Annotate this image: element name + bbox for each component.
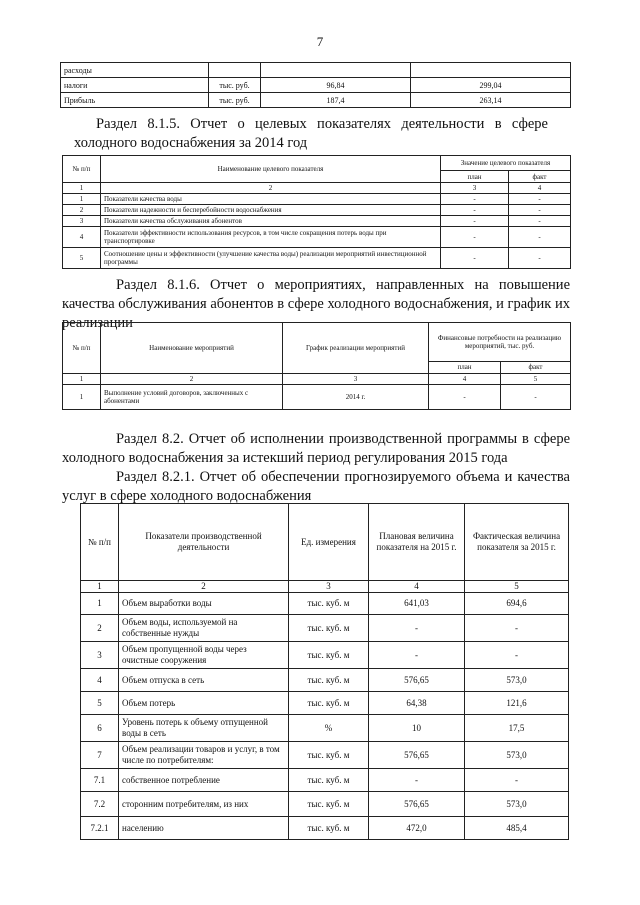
row-name: налоги (61, 78, 209, 93)
col-number: 4 (509, 183, 571, 194)
header-name: Показатели производственной деятельности (119, 504, 289, 581)
row-fact: - (465, 769, 569, 792)
table-header-row (63, 156, 571, 171)
table-row (63, 227, 571, 248)
row-num: 7.1 (81, 769, 119, 792)
row-name: Показатели качества воды (101, 194, 441, 205)
row-name: Выполнение условий договоров, заключенных с абонентами (101, 385, 283, 410)
table-row (63, 216, 571, 227)
row-schedule: 2014 г. (283, 385, 429, 410)
row-num: 3 (63, 216, 101, 227)
row-plan: - (429, 385, 501, 410)
header-unit: Ед. измерения (289, 504, 369, 581)
row-unit: тыс. куб. м (289, 642, 369, 669)
row-unit: тыс. куб. м (289, 817, 369, 840)
row-plan: 641,03 (369, 593, 465, 615)
row-fact: - (465, 642, 569, 669)
header-num: № п/п (63, 323, 101, 374)
row-plan: - (369, 769, 465, 792)
row-name: Объем отпуска в сеть (119, 669, 289, 692)
row-plan: - (369, 642, 465, 669)
row-fact: 573,0 (465, 792, 569, 817)
table-row (81, 792, 569, 817)
row-fact (411, 63, 571, 78)
row-plan: - (369, 615, 465, 642)
row-name: Объем реализации товаров и услуг, в том числе по потребителям: (119, 742, 289, 769)
section-heading-821: Раздел 8.2.1. Отчет об обеспечении прогнозируемого объема и качества услуг в сфере холодного водоснабжения (62, 469, 570, 504)
header-name: Наименование целевого показателя (101, 156, 441, 183)
row-name: Объем воды, используемой на собственные нужды (119, 615, 289, 642)
col-number: 3 (441, 183, 509, 194)
table-row (81, 669, 569, 692)
header-num: № п/п (81, 504, 119, 581)
row-num: 4 (81, 669, 119, 692)
column-numbers-row (63, 183, 571, 194)
row-fact: 121,6 (465, 692, 569, 715)
row-plan: - (441, 227, 509, 248)
row-num: 3 (81, 642, 119, 669)
row-name: населению (119, 817, 289, 840)
column-numbers-row (63, 374, 571, 385)
row-fact: - (465, 615, 569, 642)
row-fact: 694,6 (465, 593, 569, 615)
col-number: 1 (81, 581, 119, 593)
row-num: 1 (63, 385, 101, 410)
top-table (60, 62, 571, 108)
row-name: Прибыль (61, 93, 209, 108)
row-num: 7.2.1 (81, 817, 119, 840)
row-plan: 10 (369, 715, 465, 742)
table-row (61, 63, 571, 78)
col-number: 3 (289, 581, 369, 593)
row-name: Показатели надежности и бесперебойности водоснабжения (101, 205, 441, 216)
row-unit: тыс. куб. м (289, 615, 369, 642)
row-fact: 573,0 (465, 669, 569, 692)
row-unit: тыс. куб. м (289, 593, 369, 615)
production-table (80, 503, 569, 840)
col-number: 5 (465, 581, 569, 593)
row-plan: 64,38 (369, 692, 465, 715)
section-heading-815: Раздел 8.1.5. Отчет о целевых показателях деятельности в сфере холодного водоснабжения за 2014 год (74, 116, 548, 151)
row-unit (209, 63, 261, 78)
row-name: Объем пропущенной воды через очистные сооружения (119, 642, 289, 669)
row-plan: - (441, 194, 509, 205)
table-row (81, 692, 569, 715)
row-num: 6 (81, 715, 119, 742)
table-row (81, 742, 569, 769)
col-number: 1 (63, 183, 101, 194)
row-fact: 299,04 (411, 78, 571, 93)
row-fact: - (509, 227, 571, 248)
row-name: Уровень потерь к объему отпущенной воды в сеть (119, 715, 289, 742)
row-unit: тыс. куб. м (289, 742, 369, 769)
row-fact: - (509, 248, 571, 269)
row-name: собственное потребление (119, 769, 289, 792)
row-num: 7 (81, 742, 119, 769)
table-row (81, 615, 569, 642)
row-unit: тыс. руб. (209, 78, 261, 93)
row-plan: 576,65 (369, 792, 465, 817)
row-name: Показатели качества обслуживания абонентов (101, 216, 441, 227)
row-plan: 576,65 (369, 742, 465, 769)
row-num: 4 (63, 227, 101, 248)
row-unit: тыс. куб. м (289, 769, 369, 792)
col-number: 3 (283, 374, 429, 385)
table-header-row (63, 323, 571, 362)
section-heading-816: Раздел 8.1.6. Отчет о мероприятиях, направленных на повышение качества обслуживания абонентов в сфере холодного водоснабжения, и график их реализации (62, 277, 570, 331)
row-plan: 187,4 (261, 93, 411, 108)
row-unit: тыс. куб. м (289, 792, 369, 817)
row-fact: 17,5 (465, 715, 569, 742)
row-plan: - (441, 205, 509, 216)
row-name: Объем выработки воды (119, 593, 289, 615)
table-row (63, 385, 571, 410)
row-name: сторонним потребителям, из них (119, 792, 289, 817)
row-num: 7.2 (81, 792, 119, 817)
table-row (81, 769, 569, 792)
col-number: 4 (429, 374, 501, 385)
table-row (81, 642, 569, 669)
row-name: Объем потерь (119, 692, 289, 715)
col-number: 1 (63, 374, 101, 385)
targets-table (62, 155, 571, 269)
table-header-row (81, 504, 569, 581)
table-row (81, 817, 569, 840)
measures-table (62, 322, 571, 410)
row-num: 2 (81, 615, 119, 642)
col-number: 5 (501, 374, 571, 385)
header-num: № п/п (63, 156, 101, 183)
table-row (63, 205, 571, 216)
row-fact: - (509, 205, 571, 216)
section-heading-82: Раздел 8.2. Отчет об исполнении производственной программы в сфере холодного водоснабжения за истекший период регулирования 2015 года (62, 431, 570, 466)
row-fact: 263,14 (411, 93, 571, 108)
row-unit: тыс. руб. (209, 93, 261, 108)
table-row (81, 715, 569, 742)
column-numbers-row (81, 581, 569, 593)
row-num: 1 (63, 194, 101, 205)
header-name: Наименование мероприятий (101, 323, 283, 374)
header-plan: Плановая величина показателя на 2015 г. (369, 504, 465, 581)
row-plan: - (441, 248, 509, 269)
row-num: 5 (63, 248, 101, 269)
row-plan (261, 63, 411, 78)
row-plan: - (441, 216, 509, 227)
header-fact: Фактическая величина показателя за 2015 г. (465, 504, 569, 581)
row-plan: 472,0 (369, 817, 465, 840)
row-num: 1 (81, 593, 119, 615)
row-name: расходы (61, 63, 209, 78)
table-row (61, 78, 571, 93)
table-row (81, 593, 569, 615)
header-value: Значение целевого показателя (441, 156, 571, 171)
header-finance: Финансовые потребности на реализацию мероприятий, тыс. руб. (429, 323, 571, 362)
row-name: Соотношение цены и эффективности (улучшение качества воды) реализации мероприятий инвестиционной программы (101, 248, 441, 269)
header-schedule: График реализации мероприятий (283, 323, 429, 374)
header-fact: факт (509, 171, 571, 183)
row-fact: 573,0 (465, 742, 569, 769)
header-fact: факт (501, 361, 571, 374)
row-fact: - (509, 194, 571, 205)
row-name: Показатели эффективности использования ресурсов, в том числе сокращения потерь воды при транспортировке (101, 227, 441, 248)
header-plan: план (429, 361, 501, 374)
col-number: 2 (101, 183, 441, 194)
row-plan: 576,65 (369, 669, 465, 692)
row-fact: - (501, 385, 571, 410)
row-plan: 96,84 (261, 78, 411, 93)
header-plan: план (441, 171, 509, 183)
row-unit: тыс. куб. м (289, 669, 369, 692)
row-num: 5 (81, 692, 119, 715)
table-row (63, 248, 571, 269)
row-num: 2 (63, 205, 101, 216)
page-number: 7 (316, 34, 324, 49)
row-unit: % (289, 715, 369, 742)
col-number: 4 (369, 581, 465, 593)
row-fact: 485,4 (465, 817, 569, 840)
table-row (63, 194, 571, 205)
row-unit: тыс. куб. м (289, 692, 369, 715)
col-number: 2 (101, 374, 283, 385)
row-fact: - (509, 216, 571, 227)
col-number: 2 (119, 581, 289, 593)
table-row (61, 93, 571, 108)
